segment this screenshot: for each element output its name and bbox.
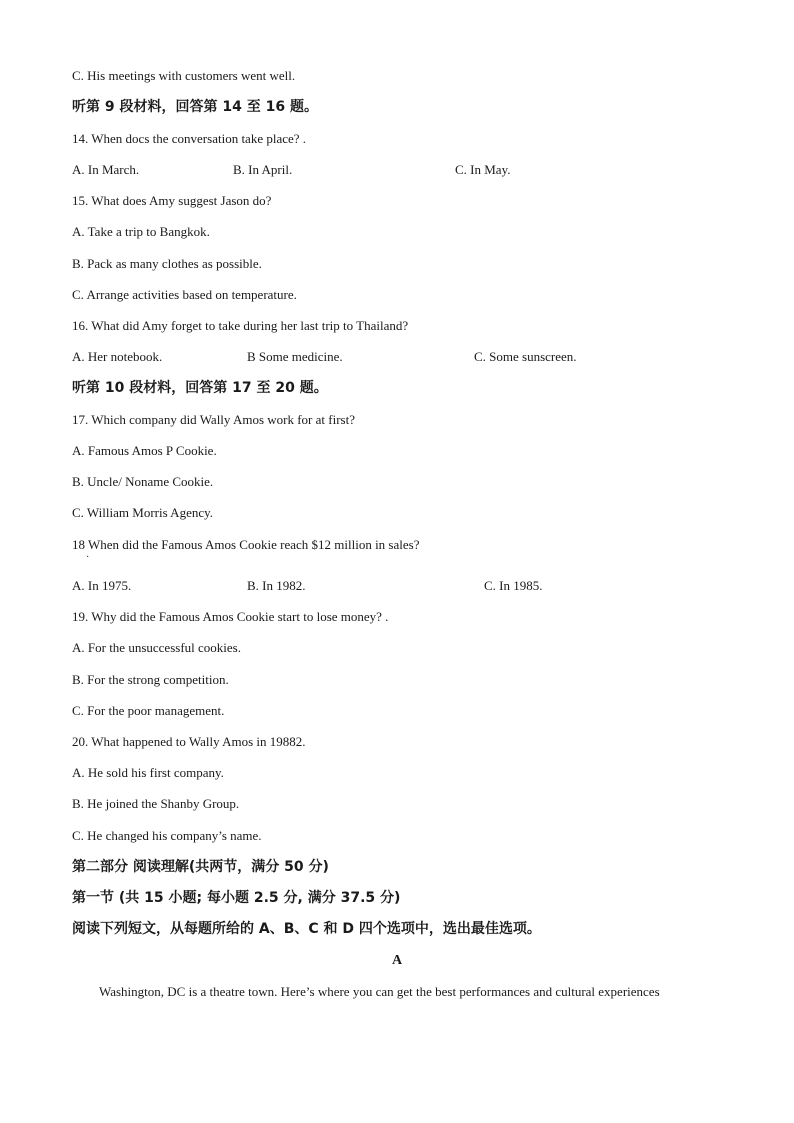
q20-option-b: B. He joined the Shanby Group. xyxy=(72,796,240,811)
q19-option-a: A. For the unsuccessful cookies. xyxy=(72,640,241,655)
q16-option-a: A. Her notebook. xyxy=(72,349,163,364)
part2-heading: 第二部分 阅读理解(共两节，满分 50 分) xyxy=(72,859,329,875)
question-15: 15. What does Amy suggest Jason do? xyxy=(72,193,272,208)
q20-option-a: A. He sold his first company. xyxy=(72,765,224,780)
section9-heading: 听第 9 段材料，回答第 14 至 16 题。 xyxy=(72,99,318,115)
q14-option-b: B. In April. xyxy=(233,162,293,177)
stray-dot-mark: · xyxy=(86,552,90,563)
section10-heading: 听第 10 段材料，回答第 17 至 20 题。 xyxy=(72,380,328,396)
q14-option-c: C. In May. xyxy=(455,162,511,177)
q19-option-c: C. For the poor management. xyxy=(72,703,225,718)
q17-option-b: B. Uncle/ Noname Cookie. xyxy=(72,474,214,489)
q20-option-c: C. He changed his company’s name. xyxy=(72,828,262,843)
q16-option-c: C. Some sunscreen. xyxy=(474,349,577,364)
q14-option-a: A. In March. xyxy=(72,162,140,177)
question-18: 18 When did the Famous Amos Cookie reach $12 million in sales? xyxy=(72,537,420,552)
q18-option-c: C. In 1985. xyxy=(484,578,543,593)
section1-heading: 第一节 (共 15 小题; 每小题 2.5 分, 满分 37.5 分) xyxy=(72,890,401,906)
q18-option-b: B. In 1982. xyxy=(247,578,306,593)
q17-option-c: C. William Morris Agency. xyxy=(72,505,214,520)
q15-option-a: A. Take a trip to Bangkok. xyxy=(72,224,210,239)
question-16: 16. What did Amy forget to take during her last trip to Thailand? xyxy=(72,318,409,333)
question-19: 19. Why did the Famous Amos Cookie start to lose money? . xyxy=(72,609,389,624)
q15-option-b: B. Pack as many clothes as possible. xyxy=(72,256,262,271)
q17-option-a: A. Famous Amos P Cookie. xyxy=(72,443,217,458)
question-20: 20. What happened to Wally Amos in 19882. xyxy=(72,734,306,749)
q15-option-c: C. Arrange activities based on temperature. xyxy=(72,287,297,302)
passage-title: A xyxy=(391,953,403,968)
q16-option-b: B Some medicine. xyxy=(247,349,343,364)
passage-a-text: Washington, DC is a theatre town. Here’s where you can get the best performances and cultural experiences xyxy=(99,984,660,999)
question-14: 14. When docs the conversation take place? . xyxy=(72,131,307,146)
option-c-q13: C. His meetings with customers went well. xyxy=(72,68,296,83)
question-17: 17. Which company did Wally Amos work for at first? xyxy=(72,412,355,427)
q19-option-b: B. For the strong competition. xyxy=(72,672,229,687)
reading-instruction: 阅读下列短文，从每题所给的 A、B、C 和 D 四个选项中，选出最佳选项。 xyxy=(72,921,541,937)
q18-option-a: A. In 1975. xyxy=(72,578,132,593)
